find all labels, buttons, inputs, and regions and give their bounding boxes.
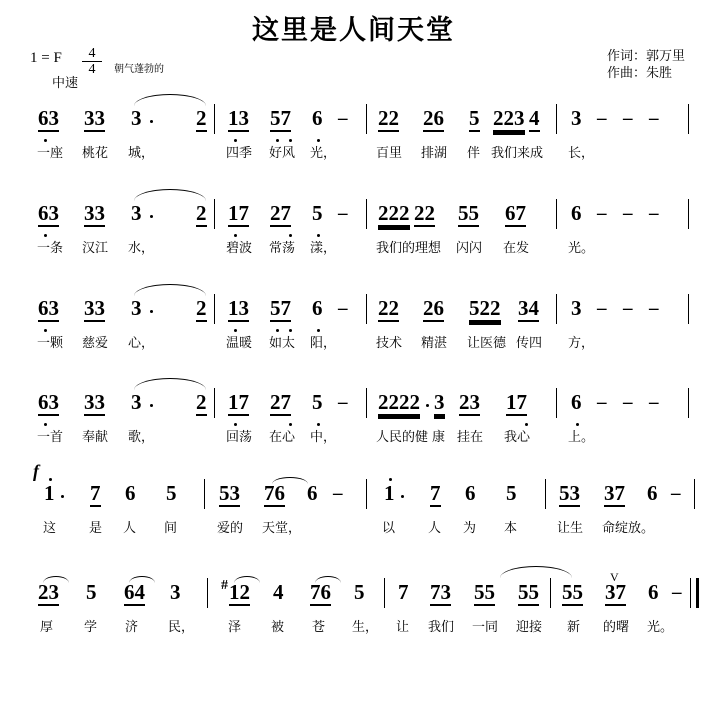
note-group: 6 (312, 296, 323, 320)
barline (214, 388, 215, 418)
note-group: 37 (605, 580, 626, 604)
lyric-syllable: 在心 (269, 430, 296, 445)
note-group: 12 (229, 580, 250, 604)
sustain-dash: – (649, 298, 659, 319)
barline (556, 388, 557, 418)
music-system-1 (0, 98, 707, 184)
note-row-3 (0, 288, 707, 332)
lyric-syllable: 天堂， (262, 521, 302, 536)
lyric-syllable: 间 (164, 521, 178, 536)
lyric-syllable: 人 (428, 521, 442, 536)
note-group: 3 (571, 106, 582, 130)
note-row-5 (0, 473, 707, 517)
note-group: 6 (125, 481, 136, 505)
lyric-syllable: 歌， (128, 430, 155, 445)
lyric-syllable: 四季 (226, 146, 253, 161)
lyric-syllable: 我们的理想 (376, 241, 442, 256)
lyric-syllable: 伴 (467, 146, 481, 161)
sustain-dash: – (597, 298, 607, 319)
slur (134, 378, 206, 390)
lyric-syllable: 让生 (557, 521, 584, 536)
note-group: 34 (518, 296, 539, 320)
note-group: 33 (84, 201, 105, 225)
barline (550, 578, 551, 608)
note-row-1 (0, 98, 707, 142)
lyric-syllable: 城， (128, 146, 155, 161)
sustain-dash: – (623, 298, 633, 319)
lyric-syllable: 一座 (37, 146, 64, 161)
note-group: 63 (38, 201, 59, 225)
lyric-syllable: 方， (568, 336, 595, 351)
lyric-syllable: 在发 (503, 241, 530, 256)
barline (214, 199, 215, 229)
page-title: 这里是人间天堂 (252, 15, 455, 46)
barline (207, 578, 208, 608)
slur (234, 576, 260, 583)
mood-marking: 朝气蓬勃的 (114, 64, 164, 75)
note-group: 53 (559, 481, 580, 505)
lyric-row-1 (0, 142, 707, 166)
note-group: 5 (86, 580, 97, 604)
lyric-syllable: 生， (352, 620, 379, 635)
note-group: 522 (469, 296, 501, 320)
note-group: 76 (310, 580, 331, 604)
music-system-4 (0, 382, 707, 468)
note-group: 2 (196, 390, 207, 414)
note-group: 4 (273, 580, 284, 604)
barline (688, 199, 689, 229)
lyric-syllable: 一条 (37, 241, 64, 256)
sustain-dash: – (338, 392, 348, 413)
sustain-dash: – (649, 392, 659, 413)
note-group: 6 (312, 106, 323, 130)
note-group: 3 (170, 580, 181, 604)
sustain-dash: – (338, 203, 348, 224)
lyric-syllable: 是 (89, 521, 103, 536)
lyric-syllable: 长， (568, 146, 595, 161)
lyric-row-4 (0, 426, 707, 450)
score-header-left (30, 46, 260, 92)
lyric-syllable: 桃花 (82, 146, 109, 161)
lyric-syllable: 学 (84, 620, 98, 635)
note-group: 53 (219, 481, 240, 505)
note-group: 7 (430, 481, 441, 505)
barline (556, 199, 557, 229)
sustain-dash: – (597, 392, 607, 413)
note-group: 73 (430, 580, 451, 604)
music-system-3 (0, 288, 707, 374)
lyric-syllable: 的曙 (603, 620, 630, 635)
note-group: 37 (604, 481, 625, 505)
lyric-row-3 (0, 332, 707, 356)
lyric-syllable: 心， (128, 336, 155, 351)
sustain-dash: – (649, 108, 659, 129)
note-group: 67 (505, 201, 526, 225)
note-group: 4 (529, 106, 540, 130)
lyric-syllable: 厚 (40, 620, 54, 635)
lyric-syllable: 排湖 (421, 146, 448, 161)
note-group: 3 (131, 296, 142, 320)
barline (694, 479, 695, 509)
barline (688, 388, 689, 418)
breath-mark: V (610, 570, 619, 584)
slur (134, 94, 206, 106)
lyric-syllable: 康 (432, 430, 446, 445)
note-group: 2222 (378, 390, 420, 414)
note-group: 6 (465, 481, 476, 505)
note-row-2 (0, 193, 707, 237)
note-group: 3 (131, 390, 142, 414)
lyric-syllable: 被 (271, 620, 285, 635)
lyric-syllable: 新 (567, 620, 581, 635)
lyric-syllable: 如太 (269, 336, 296, 351)
lyric-syllable: 好风 (269, 146, 296, 161)
sustain-dash: – (649, 203, 659, 224)
sustain-dash: – (671, 483, 681, 504)
lyric-syllable: 碧波 (226, 241, 253, 256)
note-group: 6 (571, 201, 582, 225)
note-group: 33 (84, 390, 105, 414)
sharp-accidental: # (221, 578, 228, 593)
note-group: 63 (38, 390, 59, 414)
key-signature: 1 = F (30, 50, 62, 66)
note-group: 3 (571, 296, 582, 320)
barline (366, 294, 367, 324)
lyric-syllable: 我们 (428, 620, 455, 635)
lyric-syllable: 让 (396, 620, 410, 635)
lyric-syllable: 精湛 (421, 336, 448, 351)
music-system-2 (0, 193, 707, 279)
sustain-dash: – (623, 392, 633, 413)
lyric-syllable: 人民的健 (376, 430, 429, 445)
note-group: 23 (38, 580, 59, 604)
lyric-syllable: 一首 (37, 430, 64, 445)
barline (556, 104, 557, 134)
note-group: 55 (474, 580, 495, 604)
sustain-dash: – (597, 108, 607, 129)
barline (366, 104, 367, 134)
note-group: 33 (84, 106, 105, 130)
note-row-6 (0, 572, 707, 616)
note-group: 3 (131, 106, 142, 130)
lyric-syllable: 光。 (647, 620, 674, 635)
slur (134, 284, 206, 296)
note-group: 1 (44, 481, 55, 505)
barline (556, 294, 557, 324)
barline (214, 104, 215, 134)
note-group: 33 (84, 296, 105, 320)
lyric-syllable: 慈爱 (82, 336, 109, 351)
music-system-5 (0, 461, 707, 559)
note-group: 5 (312, 390, 323, 414)
sustain-dash: – (623, 203, 633, 224)
barline (366, 199, 367, 229)
note-group: 57 (270, 106, 291, 130)
sustain-dash: – (672, 582, 682, 603)
note-group: 3 (131, 201, 142, 225)
note-group: 55 (562, 580, 583, 604)
slur (43, 576, 69, 583)
lyric-syllable: 挂在 (457, 430, 484, 445)
lyric-row-2 (0, 237, 707, 261)
note-group: 222 (378, 201, 410, 225)
note-group: 5 (354, 580, 365, 604)
note-group: 17 (228, 390, 249, 414)
note-group: 26 (423, 296, 444, 320)
lyric-syllable: 迎接 (516, 620, 543, 635)
time-signature-numerator: 4 (82, 46, 102, 62)
lyric-syllable: 民， (168, 620, 195, 635)
note-group: 3 (434, 390, 445, 414)
lyric-syllable: 技术 (376, 336, 403, 351)
note-group: 1 (384, 481, 395, 505)
barline (214, 294, 215, 324)
lyric-row-6 (0, 616, 707, 640)
slur (500, 566, 572, 578)
lyric-syllable: 以 (382, 521, 396, 536)
lyric-syllable: 闪闪 (456, 241, 483, 256)
lyric-syllable: 常荡 (269, 241, 296, 256)
lyric-syllable: 上。 (568, 430, 595, 445)
note-group: 26 (423, 106, 444, 130)
note-group: 17 (228, 201, 249, 225)
lyric-syllable: 阳， (310, 336, 337, 351)
lyric-syllable: 温暖 (226, 336, 253, 351)
note-group: 27 (270, 201, 291, 225)
score-credits (607, 48, 685, 82)
note-row-4 (0, 382, 707, 426)
note-group: 5 (469, 106, 480, 130)
lyric-syllable: 我们来成 (491, 146, 544, 161)
barline (688, 294, 689, 324)
lyric-syllable: 汉江 (82, 241, 109, 256)
note-group: 22 (378, 106, 399, 130)
note-group: 63 (38, 106, 59, 130)
sustain-dash: – (338, 298, 348, 319)
note-group: 5 (166, 481, 177, 505)
note-group: 2 (196, 296, 207, 320)
lyric-syllable: 奉献 (82, 430, 109, 445)
lyric-syllable: 传四 (516, 336, 543, 351)
note-group: 76 (264, 481, 285, 505)
barline (366, 388, 367, 418)
lyric-syllable: 一同 (472, 620, 499, 635)
sustain-dash: – (623, 108, 633, 129)
music-system-6 (0, 572, 707, 658)
time-signature-denominator: 4 (88, 62, 96, 77)
note-group: 6 (648, 580, 659, 604)
time-signature (82, 46, 102, 77)
lyric-syllable: 济 (125, 620, 139, 635)
tempo-marking: 中速 (52, 76, 79, 91)
note-group: 57 (270, 296, 291, 320)
lyric-syllable: 百里 (376, 146, 403, 161)
dynamic-forte: f (33, 461, 39, 481)
lyric-syllable: 让医德 (467, 336, 507, 351)
composer-credit: 作曲：朱胜 (606, 66, 672, 81)
note-group: 7 (90, 481, 101, 505)
lyric-syllable: 爱的 (217, 521, 244, 536)
lyric-syllable: 苍 (312, 620, 326, 635)
lyric-syllable: 水， (128, 241, 155, 256)
note-group: 55 (458, 201, 479, 225)
note-group: 27 (270, 390, 291, 414)
note-group: 7 (398, 580, 409, 604)
note-group: 22 (378, 296, 399, 320)
slur (315, 576, 341, 583)
lyric-syllable: 我心 (504, 430, 531, 445)
note-group: 6 (647, 481, 658, 505)
lyric-syllable: 本 (504, 521, 518, 536)
note-group: 13 (228, 296, 249, 320)
lyric-syllable: 漾， (310, 241, 337, 256)
note-group: 17 (506, 390, 527, 414)
note-group: 64 (124, 580, 145, 604)
lyric-syllable: 光， (310, 146, 337, 161)
lyric-row-5 (0, 517, 707, 541)
note-group: 55 (518, 580, 539, 604)
barline (204, 479, 205, 509)
note-group: 23 (459, 390, 480, 414)
lyric-syllable: 这 (43, 521, 57, 536)
lyric-syllable: 泽 (228, 620, 242, 635)
note-group: 223 (493, 106, 525, 130)
lyric-syllable: 中， (310, 430, 337, 445)
slur (134, 189, 206, 201)
note-group: 2 (196, 201, 207, 225)
lyric-syllable: 为 (463, 521, 477, 536)
lyric-syllable: 命绽放。 (602, 521, 655, 536)
note-group: 6 (571, 390, 582, 414)
lyric-syllable: 一颗 (37, 336, 64, 351)
sustain-dash: – (338, 108, 348, 129)
barline (545, 479, 546, 509)
lyric-syllable: 人 (123, 521, 137, 536)
note-group: 5 (506, 481, 517, 505)
barline (384, 578, 385, 608)
lyric-syllable: 回荡 (226, 430, 253, 445)
note-group: 22 (414, 201, 435, 225)
sustain-dash: – (333, 483, 343, 504)
barline (688, 104, 689, 134)
lyric-syllable: 光。 (568, 241, 595, 256)
note-group: 6 (307, 481, 318, 505)
slur (272, 477, 308, 484)
note-group: 2 (196, 106, 207, 130)
note-group: 13 (228, 106, 249, 130)
barline (366, 479, 367, 509)
slur (129, 576, 155, 583)
note-group: 63 (38, 296, 59, 320)
lyricist-credit: 作词：郭万里 (606, 49, 685, 64)
note-group: 5 (312, 201, 323, 225)
sustain-dash: – (597, 203, 607, 224)
final-barline (690, 578, 699, 608)
